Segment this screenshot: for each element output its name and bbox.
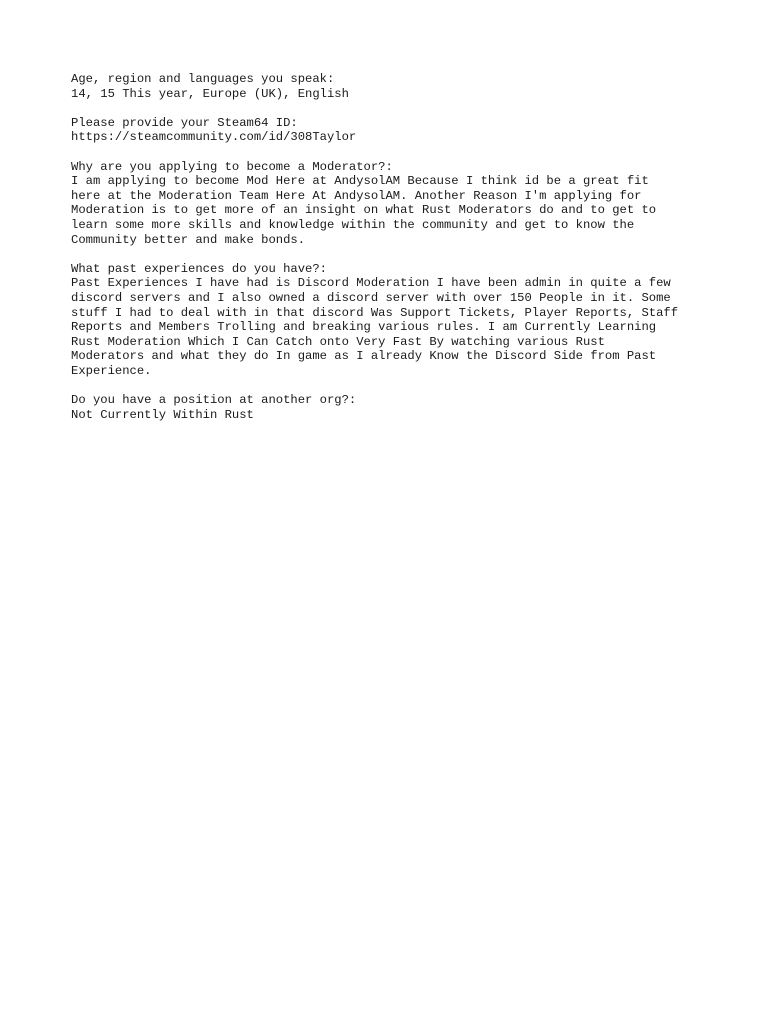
section-past-experiences: [71, 262, 711, 379]
answer-steam64-id: https://steamcommunity.com/id/308Taylor: [71, 130, 357, 145]
section-why-moderator: [71, 160, 711, 248]
question-age-region-languages: Age, region and languages you speak:: [71, 72, 335, 86]
section-other-org-position: [71, 393, 711, 422]
section-steam64-id: [71, 116, 711, 145]
question-why-moderator: Why are you applying to become a Moderator?:: [71, 159, 393, 174]
answer-age-region-languages: 14, 15 This year, Europe (UK), English: [71, 86, 349, 101]
answer-past-experiences: Past Experiences I have had is Discord Moderation I have been admin in quite a few discord servers and I also owned a discord server with over 150 People in it. Some stuff I had to deal with in that discord Was Support Tickets, Player Reports, Staff Reports and Members Trolling and breaking various rules. I am Currently Learning Rust Moderation Which I Can Catch onto Very Fast By watching various Rust Moderators and what they do In game as I already Know the Discord Side from Past Experience.: [71, 276, 679, 378]
application-document: [71, 72, 711, 437]
answer-why-moderator: I am applying to become Mod Here at AndysolAM Because I think id be a great fit here at the Moderation Team Here At AndysolAM. Another Reason I'm applying for Moderation is to get more of an insight on what Rust Moderators do and to get to learn some more skills and knowledge within the community and get to know the Community better and make bonds.: [71, 174, 657, 247]
question-other-org-position: Do you have a position at another org?:: [71, 393, 357, 408]
question-steam64-id: Please provide your Steam64 ID:: [71, 115, 298, 130]
answer-other-org-position: Not Currently Within Rust: [71, 407, 254, 422]
section-age-region-languages: [71, 72, 711, 101]
question-past-experiences: What past experiences do you have?:: [71, 261, 327, 276]
